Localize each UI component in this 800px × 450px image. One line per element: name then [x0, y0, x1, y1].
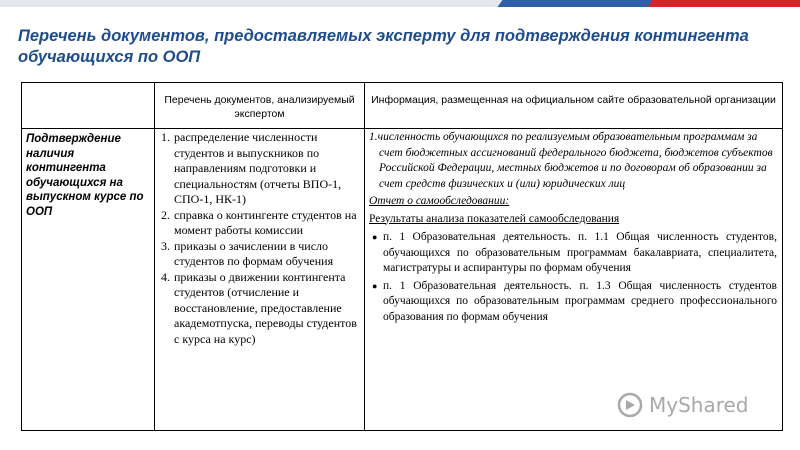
bullet-text: п. 1 Образовательная деятельность. п. 1.3 Общая численность студентов обучающихся по образовательным программам среднего профессионального образования по формам обучения — [383, 279, 777, 323]
list-item: 4. приказы о движении контингента студентов (отчисление и восстановление, предоставление академотпуска, переводы студентов с курса на курс) — [173, 270, 361, 348]
documents-table — [21, 82, 783, 431]
slide-title: Перечень документов, предоставляемых эксперту для подтверждения контингента обучающихся по ООП — [18, 27, 749, 66]
stripe-blue — [498, 0, 663, 7]
site-info-cell — [365, 129, 783, 431]
site-info-item-1: 1.численность обучающихся по реализуемым образовательным программам за счет бюджетных ассигнований федерального бюджета, бюджетов субъектов Российской Федерации, местных бюджетов и по договорам об образовании за счет средств физических и (или) юридических лиц — [369, 131, 773, 190]
watermark-text: MyShared — [649, 393, 749, 417]
myshared-logo-icon — [617, 392, 643, 418]
list-item: 3. приказы о зачислении в число студентов по формам обучения — [173, 239, 361, 270]
list-item: 1. распределение численности студентов и выпускников по направлениям подготовки и специальностям (отчеты ВПО-1, СПО-1, НК-1) — [173, 130, 361, 208]
results-bullet-list — [369, 230, 777, 325]
table-body-row — [22, 129, 783, 431]
list-item — [372, 279, 777, 326]
stripe-grey — [0, 0, 520, 7]
top-decorative-stripe — [0, 0, 800, 10]
header-site-info: Информация, размещенная на официальном сайте образовательной организации — [365, 83, 783, 129]
watermark — [617, 389, 749, 421]
row-label: Подтверждение наличия контингента обучающихся на выпускном курсе по ООП — [22, 129, 155, 431]
self-exam-report-link[interactable]: Отчет о самообследовании: — [369, 195, 510, 207]
table-header-row — [22, 83, 783, 129]
documents-cell — [155, 129, 365, 431]
documents-list — [155, 129, 364, 347]
bullet-icon: ● — [372, 280, 378, 291]
bullet-icon: ● — [372, 232, 378, 242]
results-heading: Результаты анализа показателей самообследования — [369, 212, 620, 225]
header-documents: Перечень документов, анализируемый экспертом — [155, 83, 365, 129]
stripe-red — [648, 0, 800, 7]
header-empty-cell — [22, 83, 155, 129]
list-item: 2. справка о контингенте студентов на момент работы комиссии — [173, 208, 361, 239]
list-item — [372, 230, 777, 277]
bullet-text: п. 1 Образовательная деятельность. п. 1.1 Общая численность студентов, обучающихся по образовательным программам бакалавриата, специалитета, магистратуры и аспирантуры по формам обучения — [383, 231, 777, 274]
